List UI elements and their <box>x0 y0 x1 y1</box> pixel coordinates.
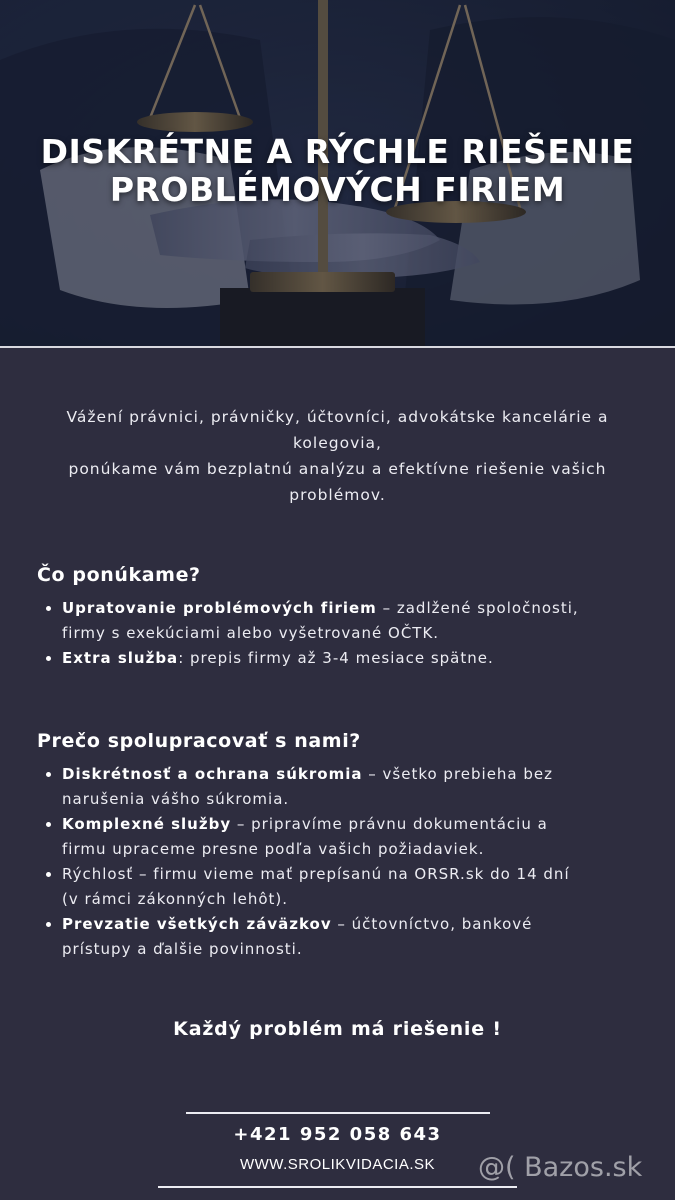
intro-line-3: ponúkame vám bezplatnú analýzu a efektívne riešenie vašich <box>68 460 607 478</box>
list-item-text-cont: firmy s exekúciami alebo vyšetrované OČTK. <box>62 624 440 642</box>
offer-section-title: Čo ponúkame? <box>37 564 201 586</box>
list-item-bold: Diskrétnosť a ochrana súkromia <box>62 765 363 783</box>
intro-line-4: problémov. <box>289 486 386 504</box>
list-item <box>44 862 644 912</box>
list-item <box>44 646 644 671</box>
list-item <box>44 596 644 646</box>
why-list <box>44 762 644 962</box>
list-item-text-cont: narušenia vášho súkromia. <box>62 790 290 808</box>
list-item-bold: Upratovanie problémových firiem <box>62 599 377 617</box>
contact-divider-top <box>186 1112 490 1114</box>
content-panel <box>0 348 675 1200</box>
list-item-text: Rýchlosť – firmu vieme mať prepísanú na ORSR.sk do 14 dní <box>62 865 570 883</box>
list-item <box>44 812 644 862</box>
intro-text <box>40 404 635 508</box>
list-item-text: – účtovníctvo, bankové <box>331 915 533 933</box>
list-item-text: – zadlžené spoločnosti, <box>376 599 579 617</box>
list-item-bold: Prevzatie všetkých záväzkov <box>62 915 332 933</box>
tagline: Každý problém má riešenie ! <box>173 1018 502 1040</box>
hero-title <box>0 133 675 209</box>
bullet-icon <box>46 822 51 827</box>
phone-number[interactable]: +421 952 058 643 <box>233 1124 442 1145</box>
hero-title-line-1: DISKRÉTNE A RÝCHLE RIEŠENIE <box>40 132 635 171</box>
list-item-bold: Extra služba <box>62 649 179 667</box>
list-item-text: : prepis firmy až 3-4 mesiace spätne. <box>178 649 494 667</box>
list-item <box>44 912 644 962</box>
list-item-bold: Komplexné služby <box>62 815 232 833</box>
contact-divider-bottom <box>158 1186 517 1188</box>
intro-line-1: Vážení právnici, právničky, účtovníci, advokátske kancelárie a <box>66 408 609 426</box>
list-item <box>44 762 644 812</box>
why-section-title: Prečo spolupracovať s nami? <box>37 730 361 752</box>
bullet-icon <box>46 656 51 661</box>
bullet-icon <box>46 606 51 611</box>
list-item-text: – pripravíme právnu dokumentáciu a <box>231 815 548 833</box>
bullet-icon <box>46 922 51 927</box>
bazos-watermark: @( Bazos.sk <box>478 1152 643 1183</box>
hero-banner <box>0 0 675 346</box>
intro-line-2: kolegovia, <box>293 434 382 452</box>
offer-list <box>44 596 644 671</box>
bullet-icon <box>46 772 51 777</box>
list-item-text-cont: (v rámci zákonných lehôt). <box>62 890 289 908</box>
website-link[interactable]: WWW.SROLIKVIDACIA.SK <box>239 1156 436 1173</box>
list-item-text: – všetko prebieha bez <box>362 765 554 783</box>
hero-title-line-2: PROBLÉMOVÝCH FIRIEM <box>109 170 566 209</box>
bullet-icon <box>46 872 51 877</box>
list-item-text-cont: prístupy a ďalšie povinnosti. <box>62 940 303 958</box>
list-item-text-cont: firmu upraceme presne podľa vašich požiadaviek. <box>62 840 485 858</box>
